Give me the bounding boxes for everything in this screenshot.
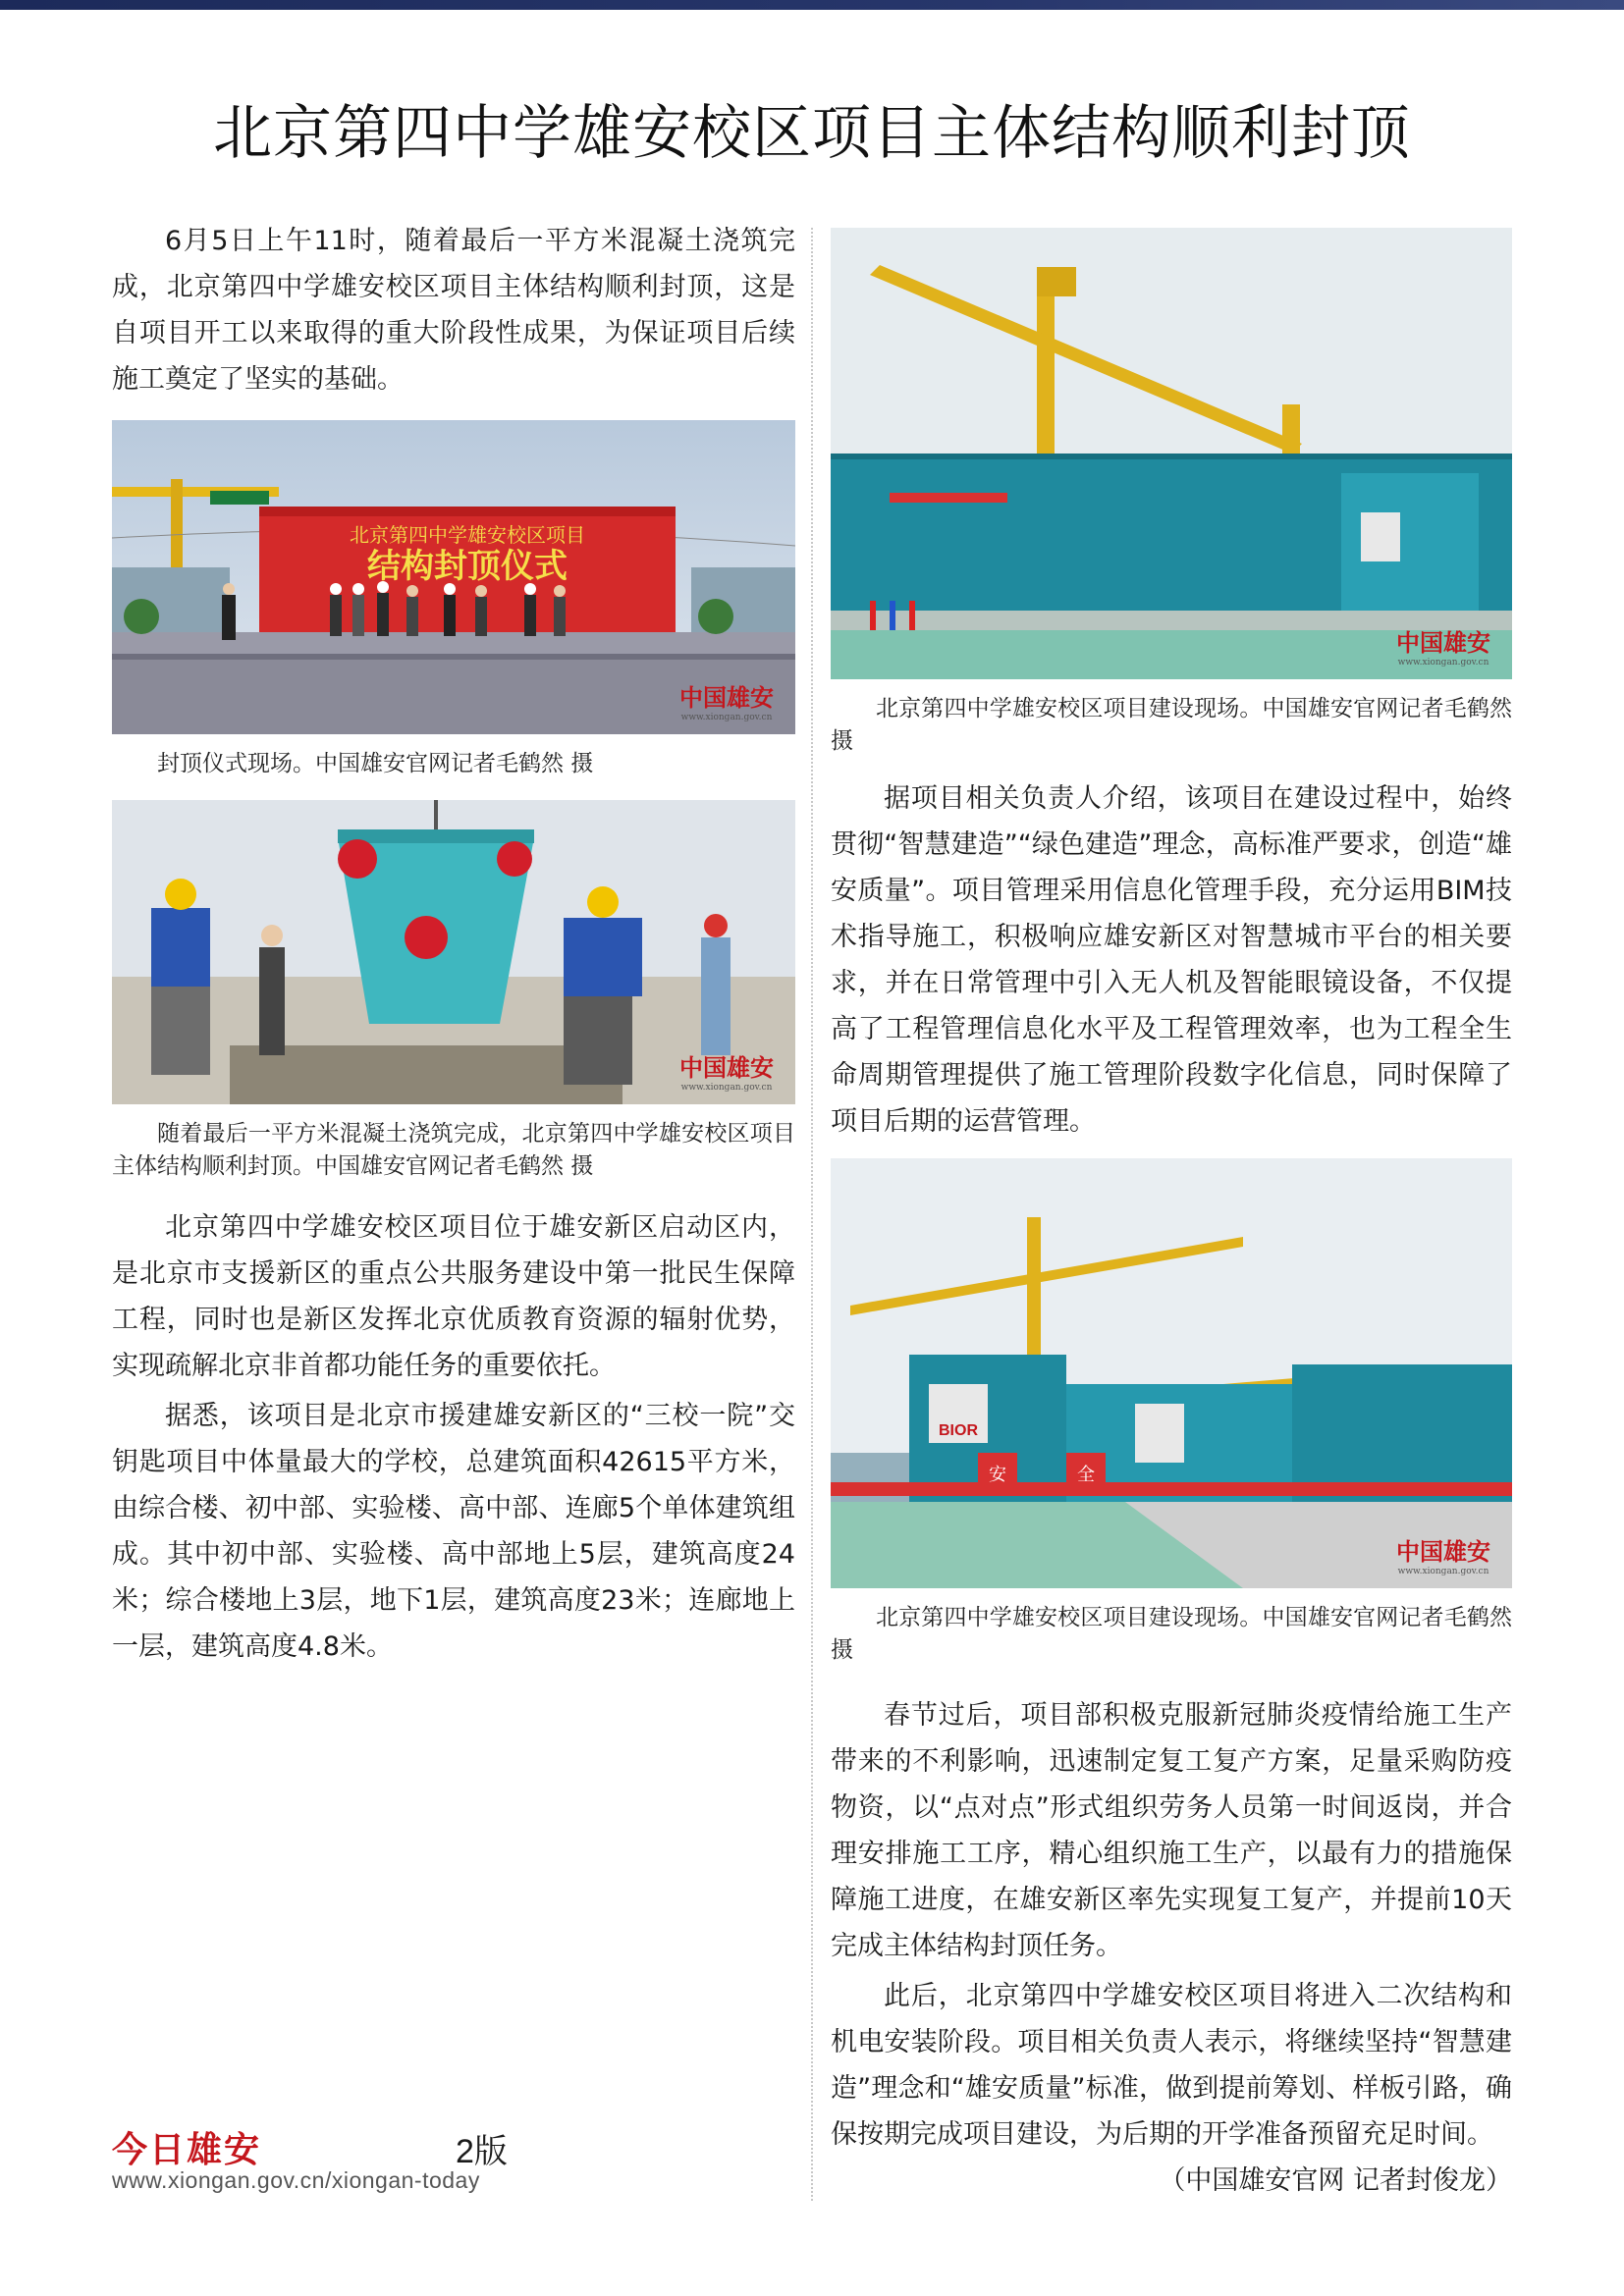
concrete-pour-photo xyxy=(112,800,795,1104)
safety-sign-left: 安 xyxy=(989,1465,1006,1485)
banner-title: 北京第四中学雄安校区项目 xyxy=(350,523,585,547)
right-column xyxy=(831,228,1512,2204)
caption-site-crane: 北京第四中学雄安校区项目建设现场。中国雄安官网记者毛鹤然 摄 xyxy=(831,696,1512,754)
paragraph-scale: 据悉，该项目是北京市援建雄安新区的“三校一院”交钥匙项目中体量最大的学校，总建筑面积42615平方米，由综合楼、初中部、实验楼、高中部、连廊5个单体建筑组成。其中初中部、实验楼、高中部地上5层，建筑高度24米；综合楼地上3层，地下1层，建筑高度23米；连廊地上一层，建筑高度4.8米。 xyxy=(112,1401,795,1662)
next-phase-text: 此后，北京第四中学雄安校区项目将进入二次结构和机电安装阶段。项目相关负责人表示，将继续坚持“智慧建造”理念和“雄安质量”标准，做到提前筹划、样板引路，确保按期完成项目建设，为后期的开学准备预留充足时间。 xyxy=(831,1981,1512,2150)
ceremony-photo xyxy=(112,420,795,734)
caption-concrete-pour: 随着最后一平方米混凝土浇筑完成，北京第四中学雄安校区项目主体结构顺利封顶。中国雄安官网记者毛鹤然 摄 xyxy=(112,1121,795,1179)
column-divider xyxy=(811,228,813,2201)
site-photo-crane xyxy=(831,228,1512,679)
paragraph-intro: 6月5日上午11时，随着最后一平方米混凝土浇筑完成，北京第四中学雄安校区项目主体结构顺利封顶，这是自项目开工以来取得的重大阶段性成果，为保证项目后续施工奠定了坚实的基础。 xyxy=(112,226,795,395)
paragraph-smart-construction: 据项目相关负责人介绍，该项目在建设过程中，始终贯彻“智慧建造”“绿色建造”理念，高标准严要求，创造“雄安质量”。项目管理采用信息化管理手段，充分运用BIM技术指导施工，积极响应雄安新区对智慧城市平台的相关要求，并在日常管理中引入无人机及智能眼镜设备，不仅提高了工程管理信息化水平及工程管理效率，也为工程全生命周期管理提供了施工管理阶段数字化信息，同时保障了项目后期的运营管理。 xyxy=(831,783,1512,1137)
paragraph-next-phase xyxy=(831,1973,1512,2196)
site-buildings-illustration xyxy=(831,1158,1512,1588)
site-photo-buildings xyxy=(831,1158,1512,1588)
watermark-logo: 中国雄安 www.xiongan.gov.cn xyxy=(679,1053,774,1093)
safety-sign-right: 全 xyxy=(1077,1465,1095,1485)
paragraph-location: 北京第四中学雄安校区项目位于雄安新区启动区内，是北京市支援新区的重点公共服务建设中第一批民生保障工程，同时也是新区发挥北京优质教育资源的辐射优势，实现疏解北京非首都功能任务的重要依托。 xyxy=(112,1212,795,1381)
page-number: 2版 xyxy=(456,2133,508,2170)
site-crane-illustration xyxy=(831,228,1512,679)
watermark-logo: 中国雄安 www.xiongan.gov.cn xyxy=(1396,628,1490,667)
watermark-logo: 中国雄安 www.xiongan.gov.cn xyxy=(679,683,774,722)
left-column xyxy=(112,218,795,1670)
watermark-logo: 中国雄安 www.xiongan.gov.cn xyxy=(1396,1537,1490,1576)
paragraph-resumption: 春节过后，项目部积极克服新冠肺炎疫情给施工生产带来的不利影响，迅速制定复工复产方案，足量采购防疫物资，以“点对点”形式组织劳务人员第一时间返岗，并合理安排施工工序，精心组织施工生产，以最有力的措施保障施工进度，在雄安新区率先实现复工复产，并提前10天完成主体结构封顶任务。 xyxy=(831,1700,1512,1961)
building-label: BIOR xyxy=(939,1422,978,1439)
page-title: 北京第四中学雄安校区项目主体结构顺利封顶 xyxy=(213,99,1411,168)
footer-url: www.xiongan.gov.cn/xiongan-today xyxy=(112,2167,480,2193)
caption-ceremony: 封顶仪式现场。中国雄安官网记者毛鹤然 摄 xyxy=(157,751,594,776)
header-bar xyxy=(0,0,1624,10)
caption-site-buildings: 北京第四中学雄安校区项目建设现场。中国雄安官网记者毛鹤然 摄 xyxy=(831,1605,1512,1663)
footer-brand-logo: 今日雄安 xyxy=(112,2129,262,2170)
banner-subtitle: 结构封顶仪式 xyxy=(367,547,568,586)
reporter-credit: （中国雄安官网 记者封俊龙） xyxy=(1159,2165,1512,2196)
